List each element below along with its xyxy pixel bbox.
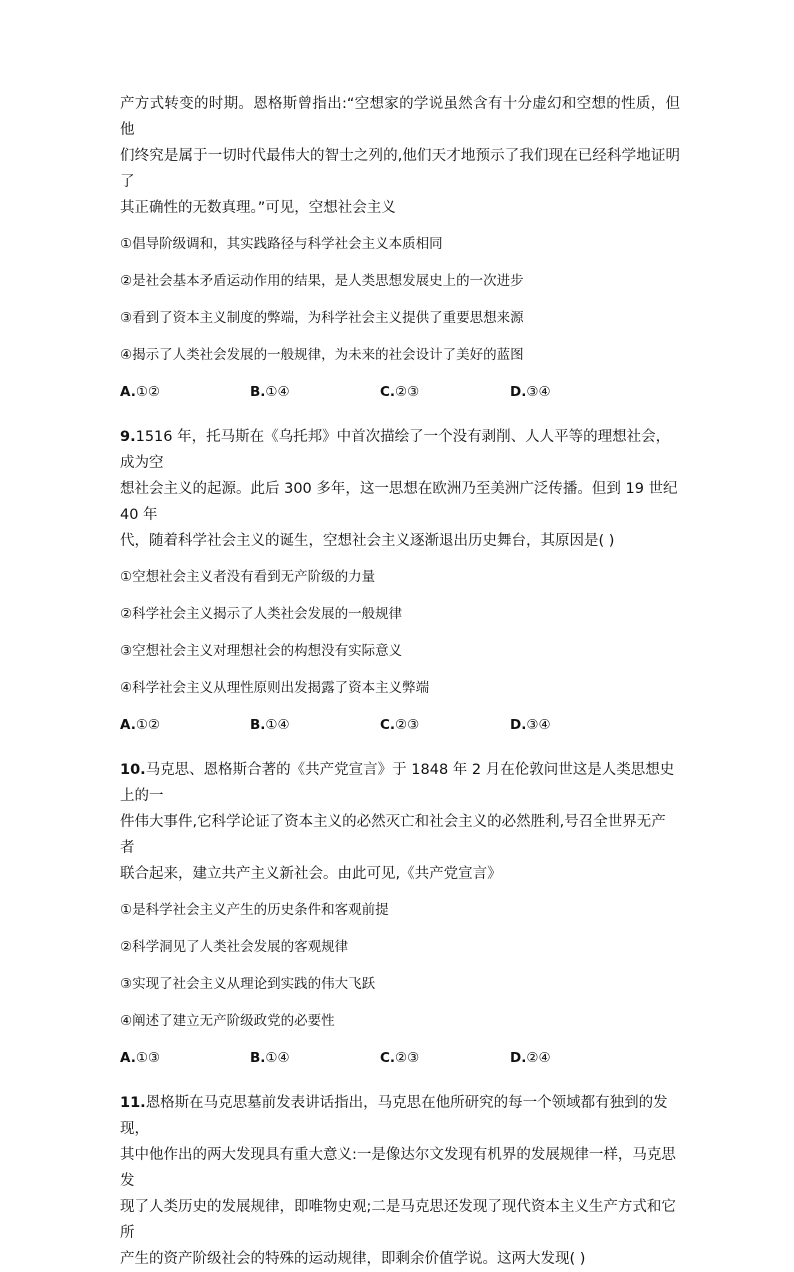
stem-line: 9.1516 年，托马斯在《乌托邦》中首次描绘了一个没有剥削、人人平等的理想社会，成为空 [120, 429, 671, 471]
document-page [120, 91, 680, 1272]
stem-line: 产方式转变的时期。恩格斯曾指出:“空想家的学说虽然含有十分虚幻和空想的性质，但他 [120, 96, 680, 138]
option-b: B.①④ [250, 1049, 290, 1066]
question-number: 10. [120, 762, 146, 778]
answer-options [120, 706, 680, 743]
statement-item: ④揭示了人类社会发展的一般规律，为未来的社会设计了美好的蓝图 [120, 346, 524, 363]
option-a: A.①③ [120, 1049, 161, 1066]
option-c: C.②③ [380, 716, 420, 733]
answer-options [120, 1039, 680, 1076]
statement-item: ③看到了资本主义制度的弊端，为科学社会主义提供了重要思想来源 [120, 309, 524, 326]
statement-item: ②科学社会主义揭示了人类社会发展的一般规律 [120, 605, 403, 622]
answer-options [120, 373, 680, 410]
stem-line: 想社会主义的起源。此后 300 多年，这一思想在欧洲乃至美洲广泛传播。但到 19 世纪 40 年 [120, 481, 678, 523]
stem-line: 11.恩格斯在马克思墓前发表讲话指出，马克思在他所研究的每一个领域都有独到的发现， [120, 1095, 668, 1137]
stem-line: 产生的资产阶级社会的特殊的运动规律，即剩余价值学说。这两大发现( ) [120, 1251, 586, 1267]
statement-item: ④阐述了建立无产阶级政党的必要性 [120, 1012, 335, 1029]
stem-line: 其正确性的无数真理。”可见，空想社会主义 [120, 200, 396, 216]
question-number: 9. [120, 429, 136, 445]
stem-line: 现了人类历史的发展规律，即唯物史观;二是马克思还发现了现代资本主义生产方式和它所 [120, 1199, 676, 1241]
stem-line: 其中他作出的两大发现具有重大意义:一是像达尔文发现有机界的发展规律一样，马克思发 [120, 1147, 676, 1189]
option-b: B.①④ [250, 716, 290, 733]
option-d: D.③④ [510, 383, 551, 400]
stem-line: 们终究是属于一切时代最伟大的智士之列的,他们天才地预示了我们现在已经科学地证明了 [120, 148, 680, 190]
statement-item: ①是科学社会主义产生的历史条件和客观前提 [120, 901, 389, 918]
option-a: A.①② [120, 383, 161, 400]
option-d: D.②④ [510, 1049, 551, 1066]
stem-line: 联合起来，建立共产主义新社会。由此可见,《共产党宣言》 [120, 866, 502, 882]
statement-item: ④科学社会主义从理性原则出发揭露了资本主义弊端 [120, 679, 430, 696]
stem-line: 10.马克思、恩格斯合著的《共产党宣言》于 1848 年 2 月在伦敦问世这是人类思想史上的一 [120, 762, 675, 804]
statement-item: ①空想社会主义者没有看到无产阶级的力量 [120, 568, 376, 585]
stem-line: 代，随着科学社会主义的诞生，空想社会主义逐渐退出历史舞台，其原因是( ) [120, 533, 615, 549]
question-8-stem [120, 91, 680, 221]
option-c: C.②③ [380, 1049, 420, 1066]
option-c: C.②③ [380, 383, 420, 400]
option-a: A.①② [120, 716, 161, 733]
option-b: B.①④ [250, 383, 290, 400]
stem-line: 件伟大事件,它科学论证了资本主义的必然灭亡和社会主义的必然胜利,号召全世界无产者 [120, 814, 666, 856]
statement-item: ②是社会基本矛盾运动作用的结果，是人类思想发展史上的一次进步 [120, 272, 524, 289]
statement-item: ③空想社会主义对理想社会的构想没有实际意义 [120, 642, 403, 659]
option-d: D.③④ [510, 716, 551, 733]
question-9-stem [120, 424, 680, 554]
statement-item: ③实现了社会主义从理论到实践的伟大飞跃 [120, 975, 376, 992]
question-number: 11. [120, 1095, 146, 1111]
statement-item: ②科学洞见了人类社会发展的客观规律 [120, 938, 349, 955]
question-10-stem [120, 757, 680, 887]
statement-item: ①倡导阶级调和，其实践路径与科学社会主义本质相同 [120, 235, 443, 252]
question-11-stem [120, 1090, 680, 1272]
